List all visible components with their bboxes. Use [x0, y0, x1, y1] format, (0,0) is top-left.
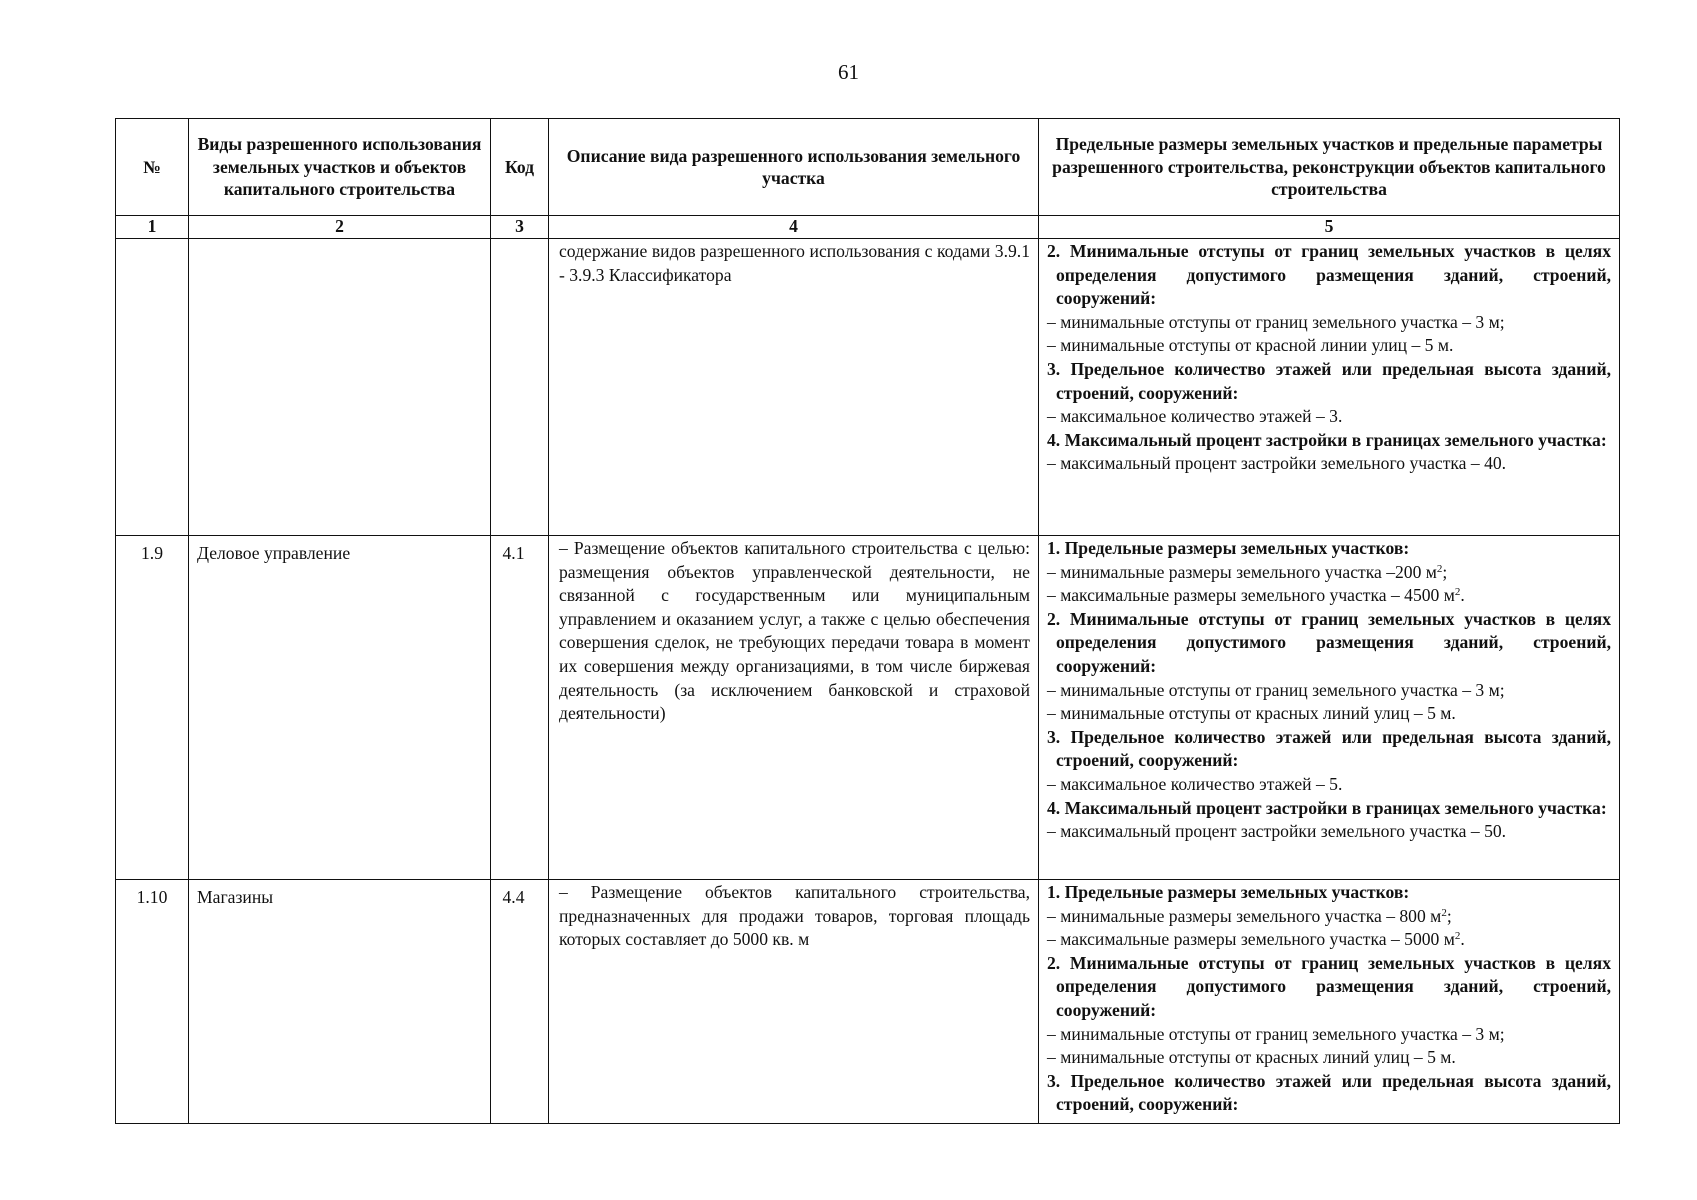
column-number: 1 — [116, 216, 189, 239]
param-heading: 3. Предельное количество этажей или предельная высота зданий, строений, сооружений: — [1047, 358, 1611, 403]
param-heading: 3. Предельное количество этажей или предельная высота зданий, строений, сооружений: — [1047, 726, 1611, 771]
param-punct: . — [1460, 585, 1465, 606]
param-line: – минимальные отступы от границ земельного участка – 3 м; — [1047, 1023, 1505, 1044]
header-use-types: Виды разрешенного использования земельных участков и объектов капитального строительства — [189, 119, 491, 216]
row-code: 4.4 — [491, 880, 549, 1124]
column-number: 3 — [491, 216, 549, 239]
header-code: Код — [491, 119, 549, 216]
param-heading: 2. Минимальные отступы от границ земельных участков в целях определения допустимого размещения зданий, строений, сооружений: — [1047, 241, 1611, 309]
superscript: 2 — [1436, 562, 1443, 575]
param-heading: 1. Предельные размеры земельных участков: — [1047, 882, 1410, 902]
row-number: 1.10 — [116, 880, 189, 1124]
param-text: – максимальные размеры земельного участка – 4500 м — [1047, 585, 1455, 606]
table-header — [116, 119, 1620, 216]
param-text: – минимальные размеры земельного участка – 800 м — [1047, 905, 1442, 926]
param-punct: . — [1460, 929, 1465, 950]
row-parameters — [1039, 239, 1620, 536]
param-line: – минимальные отступы от красных линий улиц – 5 м. — [1047, 703, 1456, 724]
param-line: – максимальное количество этажей – 3. — [1047, 406, 1343, 427]
param-line — [1047, 905, 1611, 929]
row-use-type: Магазины — [189, 880, 491, 1124]
param-line: – максимальное количество этажей – 5. — [1047, 773, 1343, 794]
row-parameters — [1039, 880, 1620, 1124]
row-description: – Размещение объектов капитального строительства, предназначенных для продажи товаров, торговая площадь которых составляет до 5000 кв. м — [549, 880, 1039, 1124]
row-number: 1.9 — [116, 536, 189, 880]
table-row — [116, 536, 1620, 880]
land-use-table — [115, 118, 1620, 1124]
param-line: – минимальные отступы от границ земельного участка – 3 м; — [1047, 679, 1505, 700]
row-use-type: Деловое управление — [189, 536, 491, 880]
param-line — [1047, 561, 1611, 585]
row-code — [491, 239, 549, 536]
param-heading: 2. Минимальные отступы от границ земельных участков в целях определения допустимого размещения зданий, строений, сооружений: — [1047, 608, 1611, 676]
header-number: № — [116, 119, 189, 216]
table-row — [116, 239, 1620, 536]
param-heading: 2. Минимальные отступы от границ земельных участков в целях определения допустимого размещения зданий, строений, сооружений: — [1047, 952, 1611, 1020]
param-line — [1047, 928, 1611, 952]
param-heading: 4. Максимальный процент застройки в границах земельного участка: — [1047, 429, 1607, 450]
param-punct: ; — [1446, 905, 1452, 926]
row-description: содержание видов разрешенного использования с кодами 3.9.1 - 3.9.3 Классификатора — [549, 239, 1039, 536]
page-number: 61 — [838, 60, 859, 84]
column-number: 2 — [189, 216, 491, 239]
param-line — [1047, 584, 1611, 608]
table-row — [116, 880, 1620, 1124]
param-heading: 4. Максимальный процент застройки в границах земельного участка: — [1047, 797, 1607, 818]
row-parameters — [1039, 536, 1620, 880]
param-line: – минимальные отступы от границ земельного участка – 3 м; — [1047, 311, 1505, 332]
param-heading: 3. Предельное количество этажей или предельная высота зданий, строений, сооружений: — [1047, 1070, 1611, 1115]
param-line: – минимальные отступы от красных линий улиц – 5 м. — [1047, 1047, 1456, 1068]
header-description: Описание вида разрешенного использования земельного участка — [549, 119, 1039, 216]
row-number — [116, 239, 189, 536]
superscript: 2 — [1454, 586, 1461, 599]
param-heading: 1. Предельные размеры земельных участков: — [1047, 538, 1410, 558]
param-line: – максимальный процент застройки земельного участка – 40. — [1047, 453, 1507, 474]
row-code: 4.1 — [491, 536, 549, 880]
param-text: – минимальные размеры земельного участка –200 м — [1047, 561, 1437, 582]
header-parameters: Предельные размеры земельных участков и предельные параметры разрешенного строительства, реконструкции объектов капитального строительства — [1039, 119, 1620, 216]
column-number: 5 — [1039, 216, 1620, 239]
param-line: – максимальный процент застройки земельного участка – 50. — [1047, 821, 1507, 842]
param-punct: ; — [1442, 561, 1448, 582]
param-line: – минимальные отступы от красной линии улиц – 5 м. — [1047, 335, 1454, 356]
row-use-type — [189, 239, 491, 536]
column-number: 4 — [549, 216, 1039, 239]
superscript: 2 — [1454, 930, 1461, 943]
param-text: – максимальные размеры земельного участка – 5000 м — [1047, 929, 1455, 950]
row-description: – Размещение объектов капитального строительства с целью: размещения объектов управленческой деятельности, не связанной с государственным или муниципальным управлением и оказанием услуг, а также с целью обеспечения совершения сделок, не требующих передачи товара в момент их совершения между организациями, в том числе биржевая деятельность (за исключением банковской и страховой деятельности) — [549, 536, 1039, 880]
column-number-row — [116, 216, 1620, 239]
superscript: 2 — [1441, 906, 1447, 919]
